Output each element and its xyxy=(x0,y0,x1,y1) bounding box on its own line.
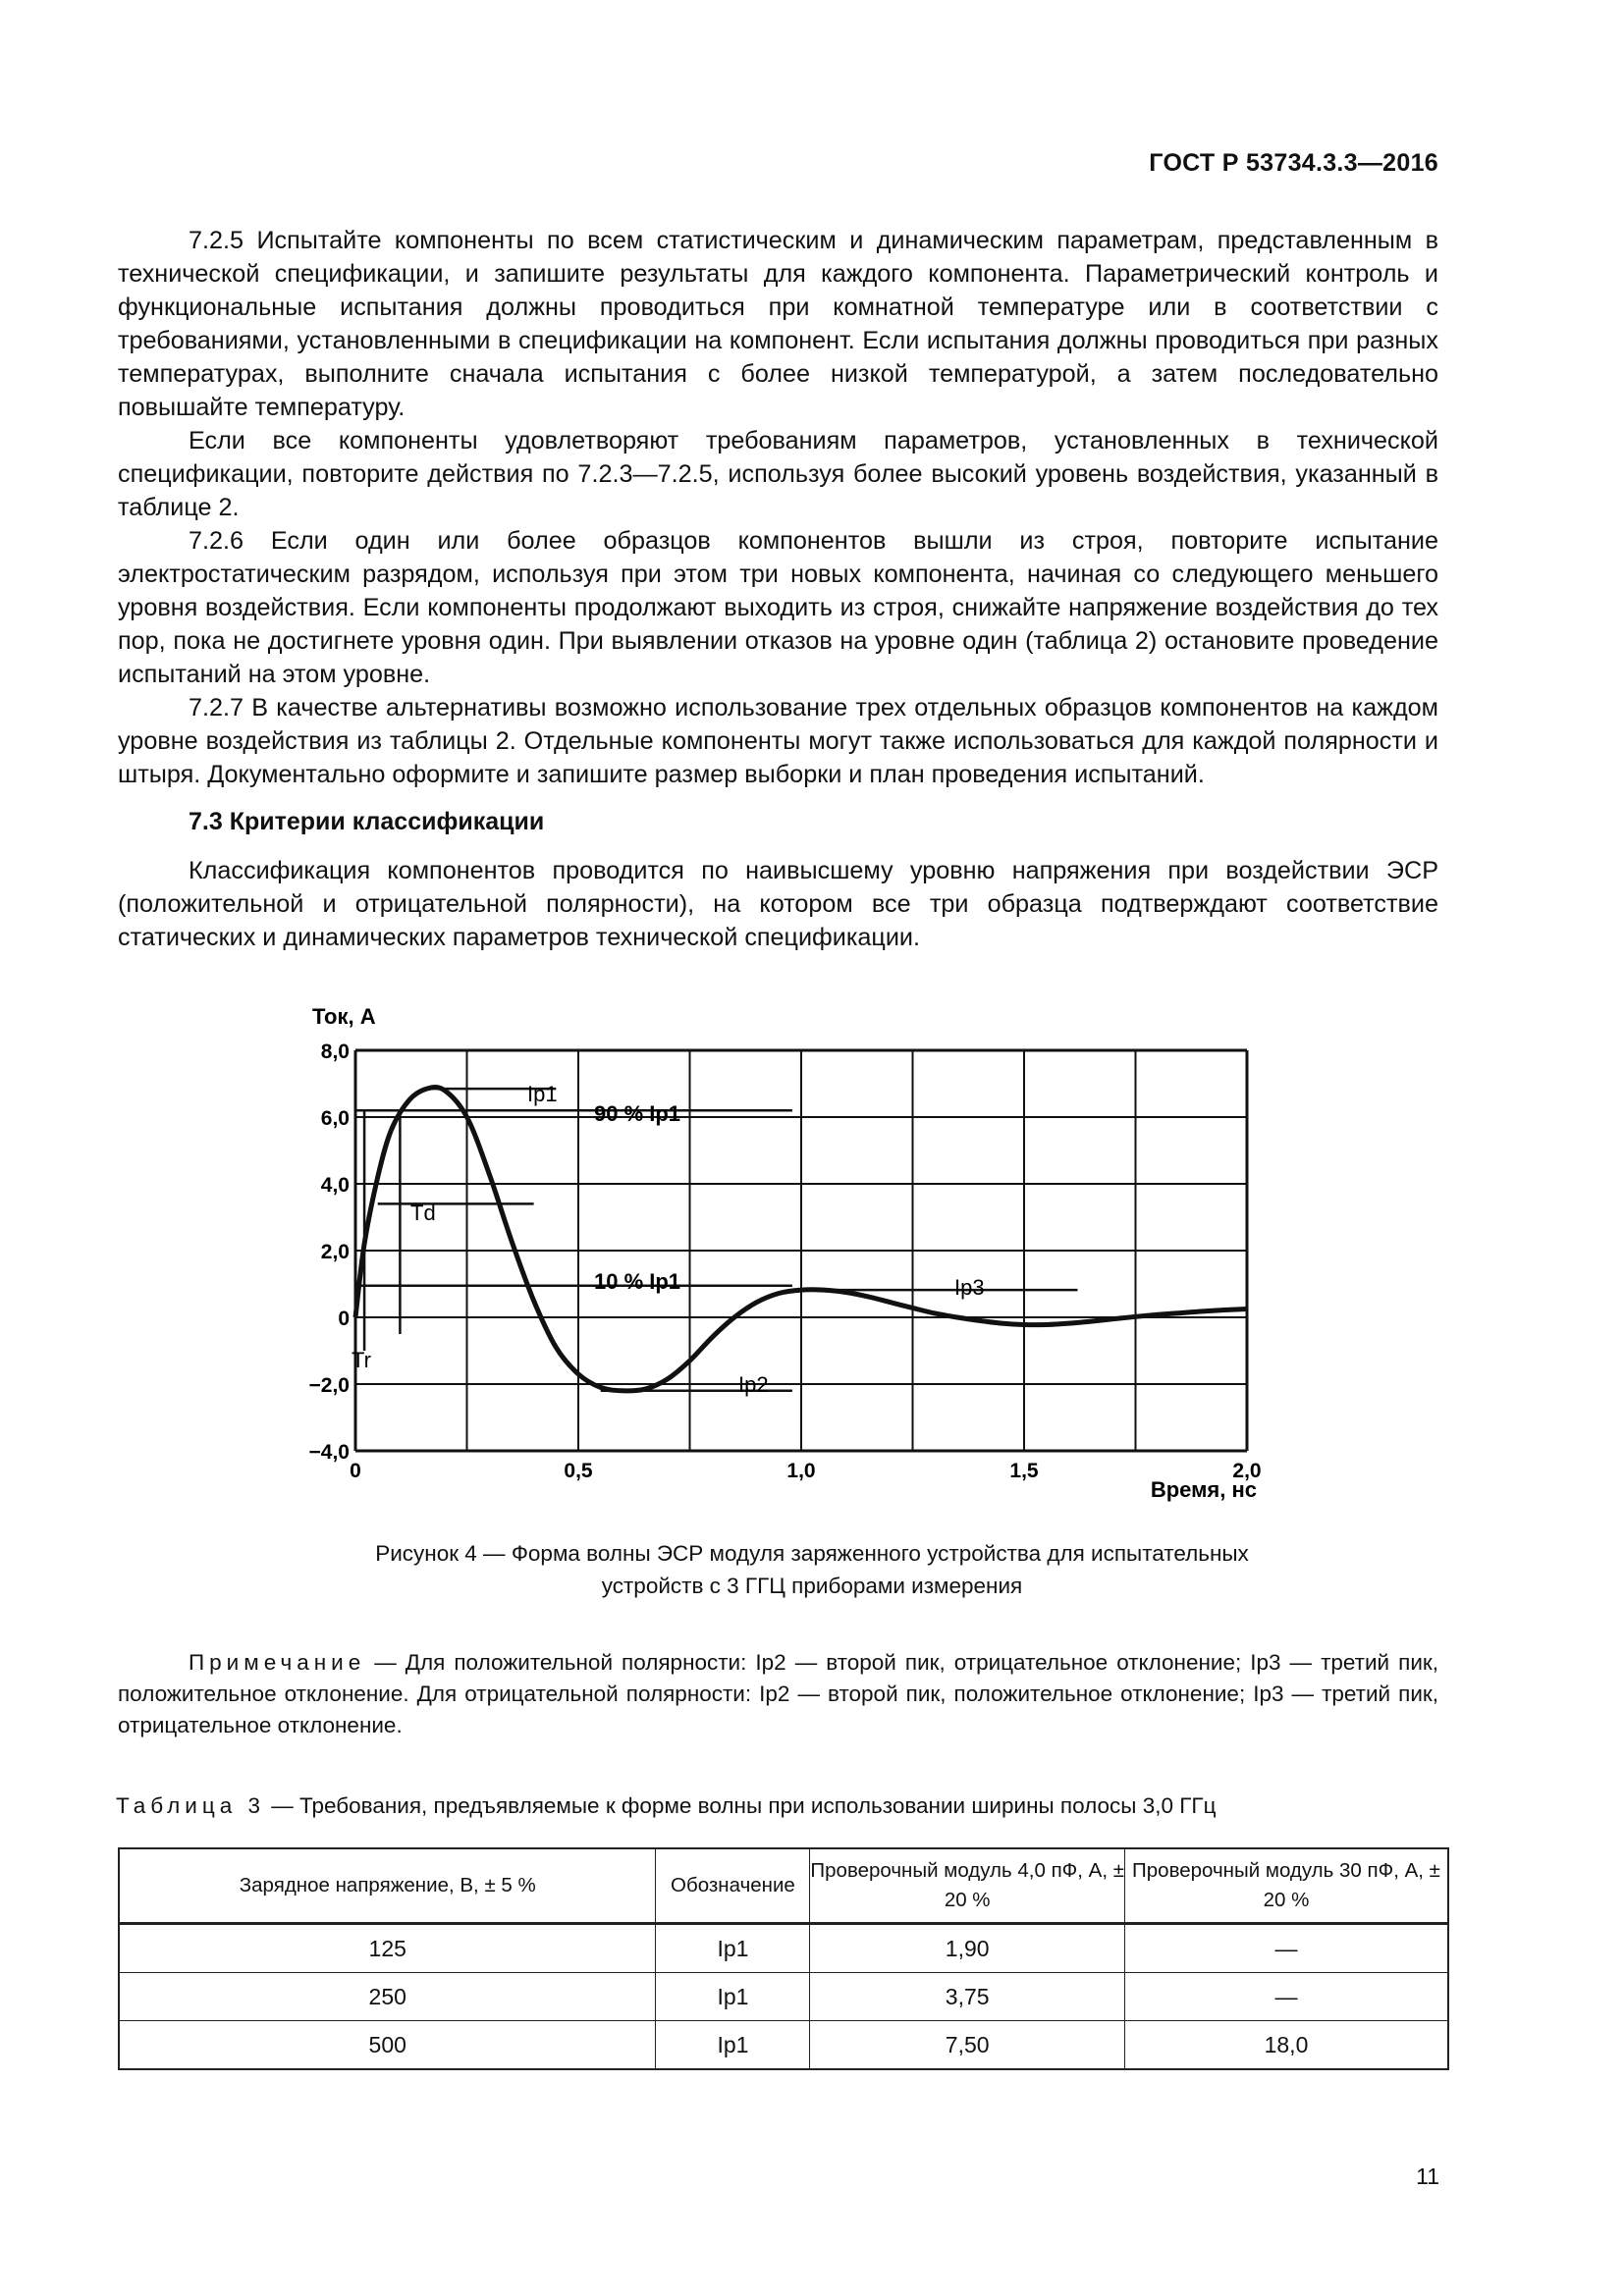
body-text xyxy=(118,224,1438,954)
requirements-table xyxy=(118,1847,1449,2070)
annotation-ip1: Ip1 xyxy=(527,1082,558,1106)
document-number: ГОСТ Р 53734.3.3—2016 xyxy=(1149,149,1438,177)
y-tick-label: −2,0 xyxy=(308,1374,350,1397)
table-row xyxy=(119,2021,1448,2070)
figure-caption xyxy=(196,1537,1428,1602)
paragraph-7-2-5-cont: Если все компоненты удовлетворяют требованиям параметров, установленных в технической спецификации, повторите действия по 7.2.3—7.2.5, используя более высокий уровень воздействия, указанный в таблице 2. xyxy=(118,427,1438,521)
table-cell: 500 xyxy=(119,2021,656,2070)
y-tick-label: 8,0 xyxy=(320,1041,350,1063)
note-text: — Для положительной полярности: Ip2 — второй пик, отрицательное отклонение; Ip3 — третий пик, положительное отклонение. Для отрицательной полярности: Ip2 — второй пик, положительное отклонение; Ip3 — третий пик, отрицательное отклонение. xyxy=(118,1650,1438,1737)
table-cell: Ip1 xyxy=(656,2021,810,2070)
table-caption xyxy=(116,1793,1216,1819)
table-cell: — xyxy=(1124,1924,1448,1973)
annotation-ip2: Ip2 xyxy=(738,1372,769,1397)
annotation-lines xyxy=(355,1089,1077,1391)
waveform-chart xyxy=(295,1001,1267,1512)
x-axis-label: Время, нс xyxy=(1150,1477,1257,1502)
y-axis-label: Ток, А xyxy=(312,1004,376,1029)
y-tick-label: 6,0 xyxy=(320,1107,350,1130)
table-cell: 7,50 xyxy=(810,2021,1125,2070)
note-label: Примечание xyxy=(189,1650,366,1675)
y-tick-label: 0 xyxy=(338,1308,350,1330)
caption-line-2: устройств с 3 ГГЦ приборами измерения xyxy=(601,1574,1023,1598)
table-cell: Ip1 xyxy=(656,1924,810,1973)
paragraph-7-2-6: 7.2.6 Если один или более образцов компонентов вышли из строя, повторите испытание электростатическим разрядом, используя при этом три новых компонента, начиная со следующего меньшего уровня воздействия. Если компоненты продолжают выходить из строя, снижайте напряжение воздействия до тех пор, пока не достигнете уровня один. При выявлении отказов на уровне один (таблица 2) остановите проведение испытаний на этом уровне. xyxy=(118,527,1438,688)
caption-line-1: Рисунок 4 — Форма волны ЭСР модуля заряженного устройства для испытательных xyxy=(375,1541,1249,1566)
y-tick-labels xyxy=(309,1041,350,1464)
section-heading: 7.3 Критерии классификации xyxy=(189,808,545,835)
waveform-figure xyxy=(295,1001,1267,1512)
note xyxy=(118,1647,1438,1741)
table-header: Обозначение xyxy=(656,1848,810,1924)
table-header: Проверочный модуль 30 пФ, А, ± 20 % xyxy=(1124,1848,1448,1924)
table-cell: — xyxy=(1124,1973,1448,2021)
x-tick-label: 0 xyxy=(350,1460,361,1482)
annotation-td: Td xyxy=(410,1201,436,1225)
table-row xyxy=(119,1924,1448,1973)
paragraph-7-2-5: 7.2.5 Испытайте компоненты по всем статистическим и динамическим параметрам, представленным в технической спецификации, и запишите результаты для каждого компонента. Параметрический контроль и функциональные испытания должны проводиться при комнатной температуре или в соответствии с требованиями, установленными в спецификации на компонент. Если испытания должны проводиться при разных температурах, выполните сначала испытания с более низкой температурой, а затем последовательно повышайте температуру. xyxy=(118,227,1438,421)
table-caption-text: — Требования, предъявляемые к форме волны при использовании ширины полосы 3,0 ГГц xyxy=(265,1793,1217,1818)
section-paragraph: Классификация компонентов проводится по наивысшему уровню напряжения при воздействии ЭСР (положительной и отрицательной полярности), на котором все три образца подтверждают соответствие статических и динамических параметров технической спецификации. xyxy=(118,857,1438,951)
table-row xyxy=(119,1973,1448,2021)
table-header: Зарядное напряжение, В, ± 5 % xyxy=(119,1848,656,1924)
annotation-90-ip1: 90 % Ip1 xyxy=(594,1101,681,1126)
table-caption-label: Таблица 3 xyxy=(116,1793,265,1818)
y-tick-label: 4,0 xyxy=(320,1174,350,1197)
annotation-tr: Tr xyxy=(352,1348,371,1372)
paragraph-7-2-7: 7.2.7 В качестве альтернативы возможно использование трех отдельных образцов компонентов на каждом уровне воздействия из таблицы 2. Отдельные компоненты могут также использоваться для каждой полярности и штыря. Документально оформите и запишите размер выборки и план проведения испытаний. xyxy=(118,694,1438,788)
x-tick-label: 2,0 xyxy=(1232,1460,1262,1482)
y-tick-label: 2,0 xyxy=(320,1241,350,1263)
table-cell: 125 xyxy=(119,1924,656,1973)
x-tick-label: 1,0 xyxy=(786,1460,816,1482)
annotation-ip3: Ip3 xyxy=(954,1275,985,1300)
y-tick-label: −4,0 xyxy=(308,1441,350,1464)
x-tick-labels xyxy=(350,1460,1261,1482)
table-header: Проверочный модуль 4,0 пФ, А, ± 20 % xyxy=(810,1848,1125,1924)
x-tick-label: 0,5 xyxy=(564,1460,593,1482)
table-cell: Ip1 xyxy=(656,1973,810,2021)
table-cell: 1,90 xyxy=(810,1924,1125,1973)
page-number: 11 xyxy=(1416,2163,1439,2189)
annotation-10-ip1: 10 % Ip1 xyxy=(594,1269,681,1294)
table-cell: 3,75 xyxy=(810,1973,1125,2021)
table-cell: 18,0 xyxy=(1124,2021,1448,2070)
table-cell: 250 xyxy=(119,1973,656,2021)
x-tick-label: 1,5 xyxy=(1009,1460,1039,1482)
